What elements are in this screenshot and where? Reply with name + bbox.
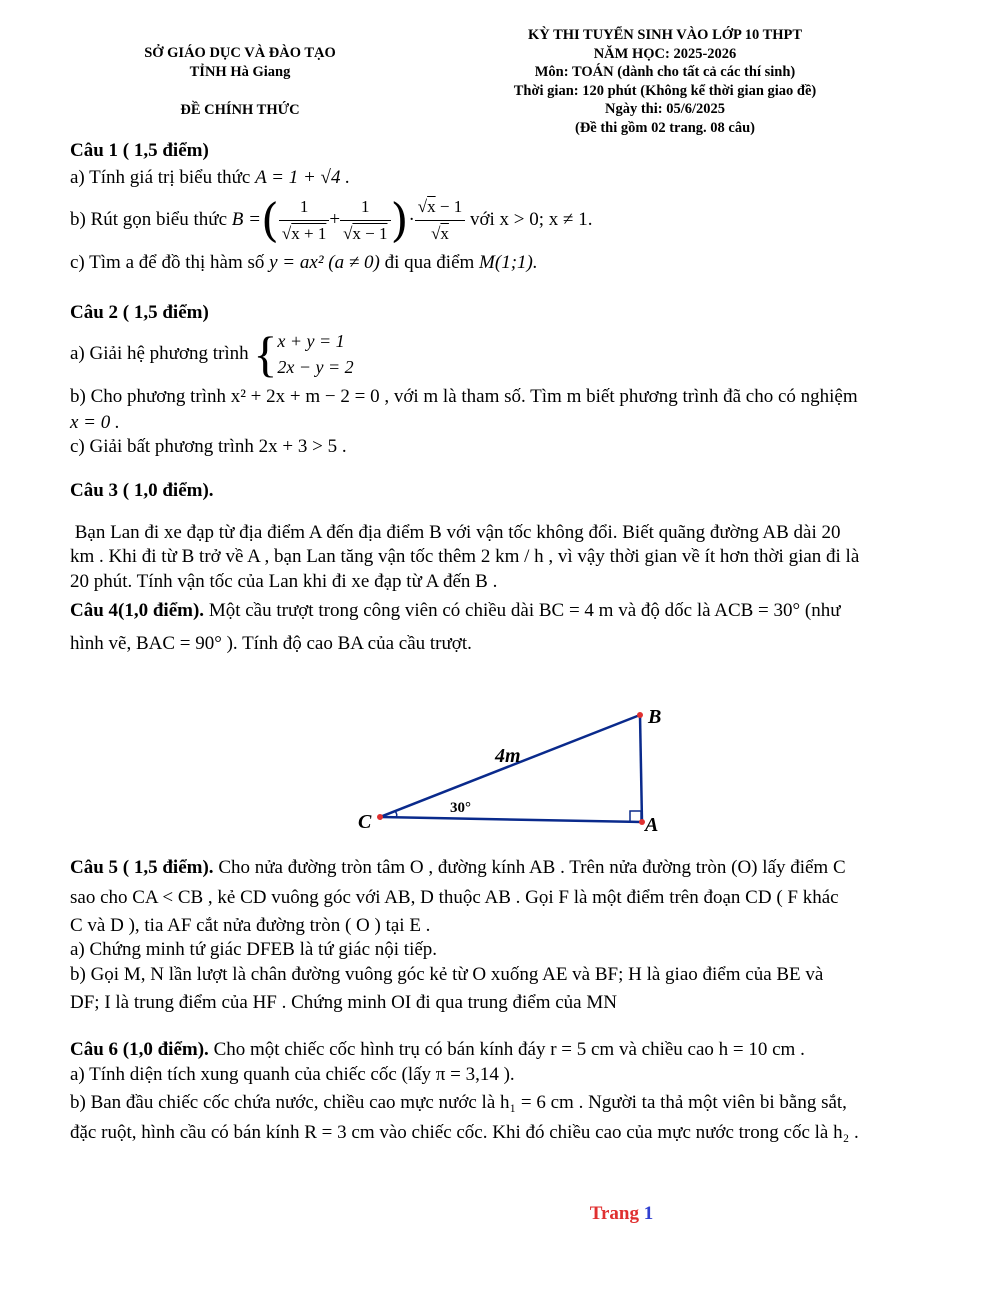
q5-line3: C và D ), tia AF cắt nửa đường tròn ( O ) tại E . — [70, 915, 431, 936]
q3-title: Câu 3 ( 1,0 điểm). — [70, 480, 214, 501]
duration: Thời gian: 120 phút (Không kể thời gian giao đề) — [513, 82, 817, 99]
q2-a: a) Giải hệ phương trình { x + y = 1 2x − y = 2 — [70, 326, 354, 382]
q5-line4: a) Chứng minh tứ giác DFEB là tứ giác nội tiếp. — [70, 939, 438, 960]
q1-b: b) Rút gọn biểu thức B = ( $\frac{1}{√x + 1}$ + $\frac{1}{√x - 1}$ ) · $\frac{√x - 1}{√x}$ với x > 0; x ≠ 1. — [70, 193, 593, 247]
subject: Môn: TOÁN (dành cho tất cả các thí sinh) — [534, 64, 796, 80]
q3-line1: Bạn Lan đi xe đạp từ địa điểm A đến địa điểm B với vận tốc không đổi. Biết quãng đường AB dài 20 — [70, 522, 841, 543]
page-label: Trang — [589, 1203, 639, 1224]
official-label: ĐỀ CHÍNH THỨC — [180, 102, 300, 118]
label-length: 4m — [495, 745, 521, 767]
q1-a: a) Tính giá trị biểu thức A = 1 + √4 . — [70, 167, 350, 188]
label-c: C — [358, 811, 372, 833]
province-name: TỈNH Hà Giang — [189, 63, 291, 80]
page-count: (Đề thi gồm 02 trang. 08 câu) — [574, 119, 756, 136]
q6-line2: a) Tính diện tích xung quanh của chiếc cốc (lấy π = 3,14 ). — [70, 1064, 515, 1085]
q6-line3: b) Ban đầu chiếc cốc chứa nước, chiều cao mực nước là h₁ = 6 cm . Người ta thả một viên bi bằng sắt, — [70, 1092, 847, 1113]
dept-name: SỞ GIÁO DỤC VÀ ĐÀO TẠO — [144, 45, 336, 61]
q5-line5: b) Gọi M, N lần lượt là chân đường vuông góc kẻ từ O xuống AE và BF; H là giao điểm của BE và — [70, 964, 824, 985]
label-angle: 30° — [450, 800, 471, 816]
q5-line1: Câu 5 ( 1,5 điểm). Cho nửa đường tròn tâm O , đường kính AB . Trên nửa đường tròn (O) lấy điểm C — [70, 857, 846, 878]
q5-line2: sao cho CA < CB , kẻ CD vuông góc với AB, D thuộc AB . Gọi F là một điểm trên đoạn CD ( F khác — [70, 887, 839, 908]
q5-line6: DF; I là trung điểm của HF . Chứng minh OI đi qua trung điểm của MN — [70, 992, 617, 1013]
label-a: A — [645, 814, 659, 836]
slide-figure — [350, 700, 680, 840]
right-angle-mark — [630, 811, 641, 822]
point-c — [377, 814, 383, 820]
segment-ca — [380, 817, 642, 822]
exam-title: KỲ THI TUYỂN SINH VÀO LỚP 10 THPT — [527, 27, 803, 43]
q3-line2: km . Khi đi từ B trở về A , bạn Lan tăng vận tốc thêm 2 km / h , vì vậy thời gian về ít hơn thời gian đi là — [70, 546, 860, 567]
page-footer — [0, 1203, 1000, 1225]
exam-date: Ngày thi: 05/6/2025 — [604, 101, 726, 117]
q2-c: c) Giải bất phương trình 2x + 3 > 5 . — [70, 436, 347, 457]
q3-line3: 20 phút. Tính vận tốc của Lan khi đi xe đạp từ A đến B . — [70, 571, 498, 592]
q4-line2: hình vẽ, BAC = 90° ). Tính độ cao BA của cầu trượt. — [70, 633, 472, 654]
label-b: B — [648, 706, 662, 728]
q1-c: c) Tìm a để đồ thị hàm số y = ax² (a ≠ 0) đi qua điểm M(1;1). — [70, 252, 538, 273]
q1-title: Câu 1 ( 1,5 điểm) — [70, 140, 209, 161]
q4-line1: Câu 4(1,0 điểm). Một cầu trượt trong công viên có chiều dài BC = 4 m và độ dốc là ACB = 30° (như — [70, 600, 841, 621]
school-year: NĂM HỌC: 2025-2026 — [593, 45, 737, 62]
page-number: 1 — [643, 1203, 654, 1224]
point-b — [637, 712, 643, 718]
q2-b1: b) Cho phương trình x² + 2x + m − 2 = 0 , với m là tham số. Tìm m biết phương trình đã cho có nghiệm — [70, 386, 858, 407]
segment-ba — [640, 715, 642, 822]
q6-line1: Câu 6 (1,0 điểm). Cho một chiếc cốc hình trụ có bán kính đáy r = 5 cm và chiều cao h = 10 cm . — [70, 1039, 805, 1060]
q2-title: Câu 2 ( 1,5 điểm) — [70, 302, 209, 323]
q6-line4: đặc ruột, hình cầu có bán kính R = 3 cm vào chiếc cốc. Khi đó chiều cao của mực nước trong cốc là h₂ . — [70, 1122, 859, 1143]
q2-b2: x = 0 . — [70, 412, 120, 433]
